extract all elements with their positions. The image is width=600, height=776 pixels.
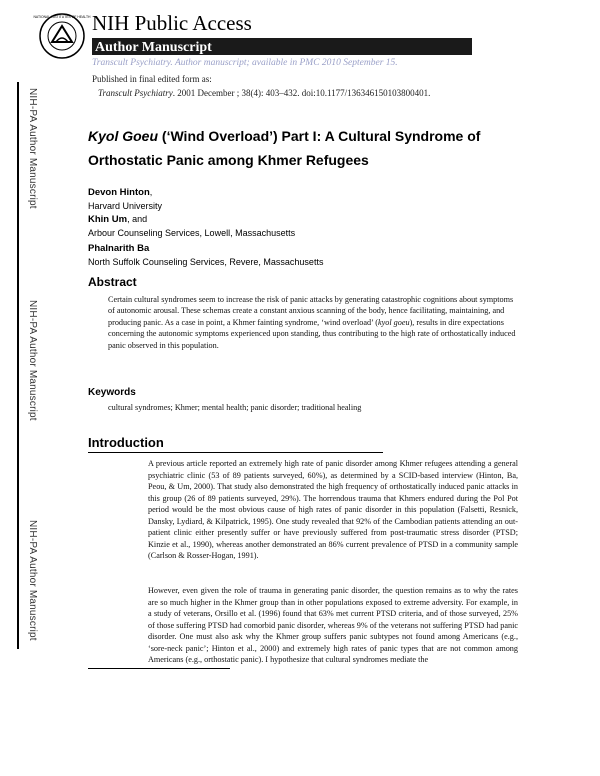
introduction-paragraph: A previous article reported an extremely high rate of panic disorder among Khmer refugees attending a general psychiatric clinic (53 of 89 patients surveyed, 60%), as determined by a SCID-based interview (Hinton, Ba, Peou, & Um, 2000). That study also demonstrated the high frequency of orthostatically induced panic attacks in this group (26 of 89 patients surveyed, 29%). The horrendous trauma that Khmers endured during the Pol Pot period would be the most obvious cause of high rates of panic disorder in this population (Falsetti, Resnick, Dansky, Lydiard, & Kilpatrick, 1995). One study revealed that 92% of the Cambodian patients attending an out-patient clinic either presently suffer or have previously suffered from post-traumatic stress disorder (PTSD; Kinzie et al., 1990), whereas another demonstrated an 86% current prevalence of PTSD in a community sample (Carlson & Rosser-Hogan, 1991). [148, 459, 518, 560]
citation [98, 88, 430, 98]
author-affiliation: Harvard University [88, 201, 163, 211]
heading-rule [88, 452, 383, 453]
citation-journal: Transcult Psychiatry [98, 88, 173, 98]
title-rest: (‘Wind Overload’) Part I: A Cultural Syndrome of Orthostatic Panic among Khmer Refugees [88, 128, 481, 168]
author-suffix: , [149, 187, 153, 197]
abstract-heading: Abstract [88, 275, 137, 289]
author-block [88, 209, 295, 238]
article-title [88, 124, 558, 172]
keywords-text: cultural syndromes; Khmer; mental health; panic disorder; traditional healing [108, 403, 362, 412]
side-label: NIH-PA Author Manuscript [27, 520, 38, 641]
author-affiliation: Arbour Counseling Services, Lowell, Massachusetts [88, 228, 296, 238]
abstract-text [108, 294, 516, 351]
author-name: Khin Um [88, 214, 128, 225]
citation-details: . 2001 December ; 38(4): 403–432. doi:10.1177/136346150103800401. [172, 88, 431, 98]
author-block [88, 238, 323, 267]
introduction-paragraph: However, even given the role of trauma in generating panic disorder, the question remains as to why the rates are so much higher in the Khmer group than in other populations exposed to extreme adversity. For example, in a study of veterans, Orsillo et al. (1996) found that 63% met current PTSD criteria, and of those surveyed, 25% of those suffering PTSD had comorbid panic disorder, whereas 9% of the veterans not suffering PTSD had panic disorder. One must also ask why the Khmer group suffers panic subtypes not found among Americans (e.g., ‘sore-neck panic’; Hinton et al., 2000) and extremely high rates of panic types that are not common among Americans (e.g., orthostatic panic). I hypothesize that cultural syndromes mediate the [148, 586, 518, 664]
brand-title: NIH Public Access [92, 11, 252, 35]
banner-label: Author Manuscript [95, 40, 212, 55]
published-label: Published in final edited form as: [92, 74, 212, 84]
abstract-text-part: ), results in dire expectations concerning the autonomic symptoms experienced upon standing, thus contributing to the high rate of orthostatically induced panic observed in this population. [108, 317, 516, 350]
side-label: NIH-PA Author Manuscript [27, 300, 38, 421]
nih-logo [33, 12, 91, 60]
author-name: Phalnarith Ba [88, 243, 150, 254]
side-label: NIH-PA Author Manuscript [27, 88, 38, 209]
availability-notice: Transcult Psychiatry. Author manuscript; available in PMC 2010 September 15. [92, 58, 398, 68]
keywords-heading: Keywords [88, 387, 136, 398]
author-name: Devon Hinton [88, 187, 150, 198]
abstract-text-part: Certain cultural syndromes seem to increase the risk of panic attacks by generating catastrophic cognitions about symptoms of autonomic arousal. These schemas create a constant anxious scanning of the body, hence facilitating, maintaining, and producing panic. As a case in point, a Khmer fainting syndrome, ‘wind overload’ ( [108, 295, 514, 327]
introduction-heading: Introduction [88, 435, 164, 450]
footnote-rule [88, 668, 230, 669]
title-italic: Kyol Goeu [88, 128, 159, 144]
author-suffix: , and [127, 214, 148, 224]
author-affiliation: North Suffolk Counseling Services, Revere, Massachusetts [88, 257, 324, 267]
logo-lettering: NATIONAL INSTITUTES OF HEALTH [33, 15, 91, 19]
abstract-italic-term: kyol goeu [377, 317, 410, 327]
author-manuscript-banner [92, 38, 472, 55]
author-block [88, 182, 162, 211]
